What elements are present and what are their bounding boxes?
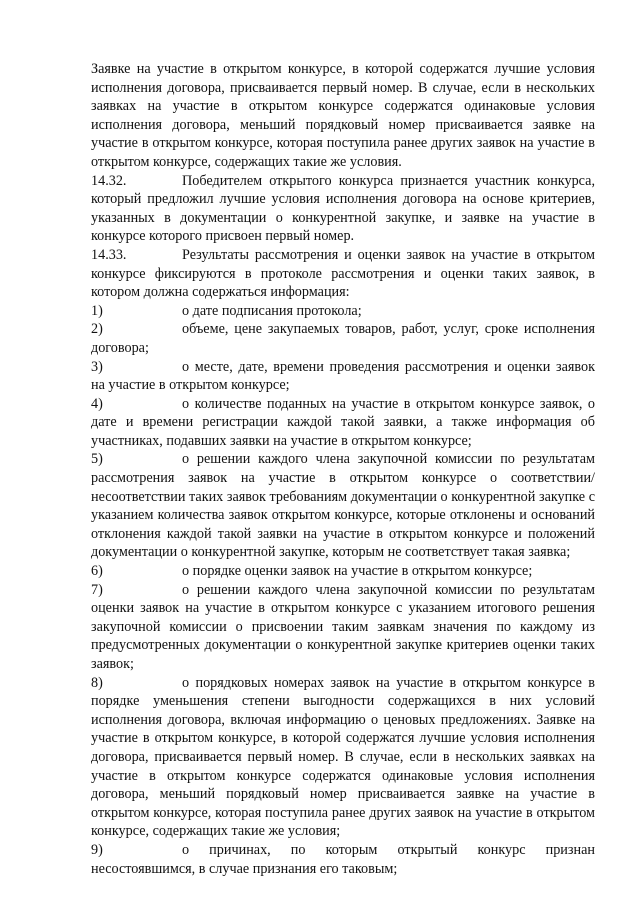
- list-item-text: о дате подписания протокола;: [182, 302, 362, 319]
- list-item-text: о решении каждого члена закупочной комиссии по результатам рассмотрения заявок на участие в открытом конкурсе о соответствии/несоответствии таких заявок требованиям документации о конкурентной закупке с указанием количества заявок открытом конкурсе, которые отклонены и оснований отклонения каждой такой заявки на участие в открытом конкурсе и положений документации о конкурентной закупке, которым не соответствует такая заявка;: [91, 451, 595, 561]
- clause-text: Результаты рассмотрения и оценки заявок на участие в открытом конкурсе фиксируются в протоколе рассмотрения и оценки таких заявок, в котором должна содержаться информация:: [91, 246, 595, 301]
- list-item-number: 3): [91, 358, 103, 375]
- document-page: [91, 60, 595, 878]
- list-item-5: [91, 450, 595, 562]
- list-item-text: о месте, дате, времени проведения рассмотрения и оценки заявок на участие в открытом конкурсе;: [91, 358, 595, 394]
- list-item-text: о причинах, по которым открытый конкурс признан несостоявшимся, в случае признания его таковым;: [91, 841, 595, 877]
- paragraph-text: Заявке на участие в открытом конкурсе, в которой содержатся лучшие условия исполнения договора, присваивается первый номер. В случае, если в нескольких заявках на участие в открытом конкурсе содержатся одинаковые условия исполнения договора, меньший порядковый номер присваивается заявке на участие в открытом конкурсе, которая поступила ранее других заявок на участие в открытом конкурсе, содержащих такие же условия.: [91, 61, 595, 170]
- list-item-text: о решении каждого члена закупочной комиссии по результатам оценки заявок на участие в открытом конкурсе с указанием итогового решения закупочной комиссии о присвоении таким заявкам значения по каждому из предусмотренных документации о конкурентной закупке критериев оценки таких заявок;: [91, 581, 595, 672]
- clause-text: Победителем открытого конкурса признается участник конкурса, который предложил лучшие условия исполнения договора на основе критериев, указанных в документации о конкурентной закупке, и заявке на участие в конкурсе которого присвоен первый номер.: [91, 172, 595, 245]
- list-item-6: [91, 562, 595, 581]
- list-item-8: [91, 674, 595, 841]
- list-item-number: 6): [91, 563, 103, 580]
- list-item-1: [91, 302, 595, 321]
- list-item-number: 1): [91, 302, 103, 319]
- list-item-text: о порядке оценки заявок на участие в открытом конкурсе;: [182, 563, 533, 580]
- list-item-number: 5): [91, 451, 103, 468]
- list-item-text: объеме, цене закупаемых товаров, работ, услуг, сроке исполнения договора;: [91, 321, 595, 356]
- list-item-number: 2): [91, 321, 103, 338]
- list-item-number: 8): [91, 674, 103, 691]
- clause-14-32: [91, 172, 595, 246]
- list-item-7: [91, 581, 595, 674]
- list-item-text: о количестве поданных на участие в открытом конкурсе заявок, о дате и времени регистрации каждой такой заявки, а также информация об участниках, подавших заявки на участие в открытом конкурсе;: [91, 395, 595, 449]
- list-item-number: 4): [91, 395, 103, 412]
- list-item-number: 7): [91, 581, 103, 598]
- clause-14-33: [91, 246, 595, 302]
- list-item-9: [91, 841, 595, 878]
- clause-number: 14.32.: [91, 172, 127, 189]
- list-item-4: [91, 395, 595, 451]
- list-item-3: [91, 358, 595, 395]
- list-item-text: о порядковых номерах заявок на участие в открытом конкурсе в порядке уменьшения степени выгодности содержащихся в них условий исполнения договора, включая информацию о ценовых предложениях. Заявке на участие в открытом конкурсе, в которой содержатся лучшие условия исполнения договора, присваивается первый номер. В случае, если в нескольких заявках на участие в открытом конкурсе содержатся одинаковые условия исполнения договора, меньший порядковый номер присваивается заявке на участие в открытом конкурсе, которая поступила ранее других заявок на участие в открытом конкурсе, содержащих такие же условия;: [91, 674, 595, 840]
- list-item-number: 9): [91, 841, 103, 858]
- paragraph-continuation: [91, 60, 595, 172]
- list-item-2: [91, 320, 595, 357]
- clause-number: 14.33.: [91, 246, 127, 263]
